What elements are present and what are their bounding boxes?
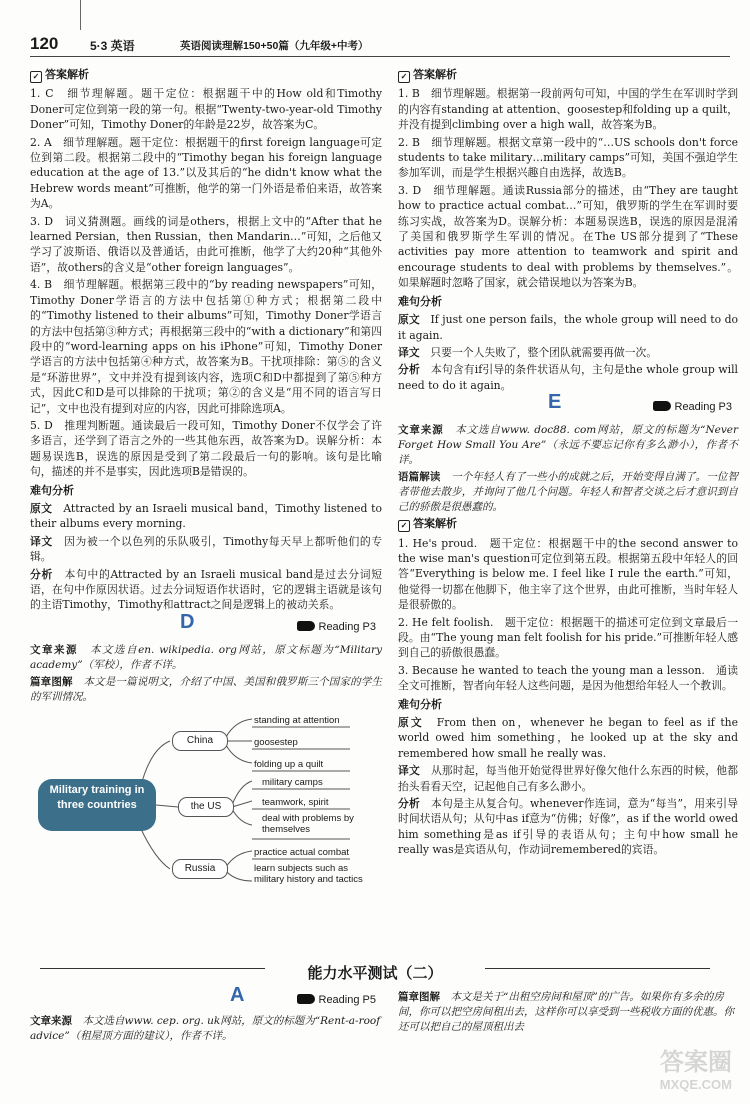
- watermark: 答案圈 MXQE.COM: [659, 1049, 732, 1092]
- us-item: deal with problems by themselves: [262, 812, 354, 835]
- reading-page-ref: Reading P3: [653, 400, 733, 415]
- original-sentence: 原文 If just one person fails，the whole group will need to do it again.: [398, 313, 738, 342]
- passage-d-banner: [30, 610, 382, 639]
- article-source: 文章来源 本文选自www. cep. org. uk网站，原文的标题为“Rent-a-roof advice”（租屋顶方面的建议），作者不详。: [30, 1015, 381, 1042]
- answer-item: 2. He felt foolish. 题干定位：根据题干的描述可定位到文章最后一段。由“The young man felt foolish for his pride.”可推断年轻人感到自己的骄傲很愚蠢。: [398, 615, 738, 660]
- analysis: 分析 本句中的Attracted by an Israeli musical band是过去分词短语，在句中作原因状语。过去分词短语作状语时，它的逻辑主语就是该句的主语Timothy，Timothy和attract之间是逻辑上的被动关系。: [30, 567, 383, 612]
- reading-page-ref: Reading P5: [297, 993, 377, 1008]
- passage-letter: A: [230, 984, 245, 1006]
- translation: 译文 因为被一个以色列的乐队吸引，Timothy每天早上都听他们的专辑。: [30, 534, 383, 564]
- page-number: 120: [30, 34, 59, 53]
- article-source: 文章来源 本文选自www. doc88. com网站，原文的标题为“Never Forget How Small You Are”（永远不要忘记你有多么渺小），作者不详。: [398, 424, 739, 467]
- article-source: 文章来源 本文选自en. wikipedia. org网站，原文标题为“Military academy”（军校），作者不详。: [30, 643, 383, 671]
- answer-item: 1. B 细节理解题。根据第一段前两句可知，中国的学生在军训时学到的内容有standing at attention、goosestep和folding up a quilt，并没有提到climbing over a high wall，故答案为B。: [398, 87, 738, 132]
- answer-icon: ✓: [398, 71, 410, 83]
- russia-item: practice actual combat: [254, 846, 350, 858]
- us-item: teamwork, spirit: [262, 796, 329, 808]
- answers-heading: ✓ 答案解析: [398, 68, 738, 83]
- article-structure: 篇章图解 本文是一篇说明文，介绍了中国、美国和俄罗斯三个国家的学生的军训情况。: [30, 675, 382, 703]
- passage-letter: E: [548, 391, 562, 414]
- node-russia: Russia: [172, 859, 228, 879]
- series-name: 5·3 英语: [90, 39, 135, 53]
- analysis: 分析 本句是主从复合句。whenever作连词，意为“每当”，用来引导时间状语从句；从句中as if意为“仿佛；好像”，as if the world owed him something是as if引导的表语从句；主句中how small he really was是宾语从句，作动词remembered的宾语。: [398, 797, 738, 857]
- answer-item: 1. C 细节理解题。题干定位：根据题干中的How old和Timothy Doner可定位到第一段的第一句。根据“Twenty-two-year-old Timothy Doner”可知，Timothy Doner的年龄是22岁，故答案为C。: [30, 87, 382, 132]
- pointing-hand-icon: [297, 994, 315, 1004]
- answer-item: 3. D 词义猜测题。画线的词是others，根据上文中的“After that he learned Persian，then Russian，then Mandarin…”可知，之后他又学习了波斯语、俄语以及普通话，由此可推断，他学了大约20种“其他外语”，故others的含义是“other foreign languages”。: [30, 214, 382, 274]
- russia-item: learn subjects such as military history and tactics: [254, 862, 363, 885]
- pointing-hand-icon: [653, 401, 671, 411]
- passage-letter: D: [180, 610, 195, 633]
- pointing-hand-icon: [297, 621, 315, 631]
- translation: 译文 从那时起，每当他开始觉得世界好像欠他什么东西的时候，他都抬头看看天空，记起他自己有多么渺小。: [398, 764, 739, 793]
- test2-left: [30, 984, 382, 1044]
- answer-item: 2. A 细节理解题。题干定位：根据题干的first foreign language可定位到第二段。根据第二段中的“Timothy began his foreign language education at the age of 13.”以及其后的“he didn't know what the Hebrew words meant”可推断，他学的第一门外语是希伯来语，故答案为A。: [30, 135, 382, 211]
- mind-map-root: Military training in three countries: [38, 779, 156, 831]
- page-header: [30, 34, 730, 57]
- reading-page-ref: Reading P3: [297, 620, 377, 635]
- passage-e-banner: [398, 391, 738, 419]
- test-title: 能力水平测试（二）: [307, 964, 443, 982]
- china-item: folding up a quilt: [254, 758, 324, 770]
- article-structure: 语篇解读 一个年轻人有了一些小的成就之后，开始变得自满了。一位智者带他去散步，并询问了他几个问题。年轻人和智者交谈之后才意识到自己的骄傲是很愚蠢的。: [398, 471, 739, 514]
- node-us: the US: [178, 797, 234, 817]
- original-sentence: 原文 From then on，whenever he began to feel as if the world owed him something，he looked up at the sky and remembered how small he really was.: [398, 716, 738, 760]
- hard-sentence-heading: 难句分析: [30, 484, 74, 497]
- test2-right: [398, 990, 738, 1035]
- node-china: China: [172, 731, 228, 751]
- article-structure: 篇章图解 本文是关于“出租空房间和屋顶”的广告。如果你有多余的房间，你可以把空房间租出去，这样你可以享受到一些税收方面的优惠。你还可以把自己的屋顶租出去: [398, 991, 734, 1033]
- answer-icon: ✓: [30, 71, 42, 83]
- answer-item: 2. B 细节理解题。根据文章第一段中的“…US schools don't force students to take military…military camps”可知，美国不强迫学生参加军训，而是学生根据兴趣自由选择，故选B。: [398, 135, 738, 180]
- china-item: standing at attention: [254, 714, 340, 726]
- answer-item: 5. D 推理判断题。通读最后一段可知，Timothy Doner不仅学会了许多语言，还学到了语言之外的一些其他东西，故答案为D。误解分析：本题易误选B，误选的原因是受到了第二段最后一句的影响。该句是比喻句，描述的并不是事实，因此选项B是错误的。: [30, 418, 382, 479]
- answer-item: 1. He's proud. 题干定位：根据题干中的the second answer to the wise man's question可定位到第五段。根据第五段中年轻人的回答“Everything is below me. I feel like I rule the earth.”可知，他觉得一切都在他脚下，他主宰了这个世界，由此可推断，当时年轻人是很骄傲的。: [398, 536, 738, 612]
- right-column: [398, 66, 738, 966]
- original-sentence: 原文 Attracted by an Israeli musical band，Timothy listened to their albums every morning.: [30, 501, 382, 531]
- answers-heading: ✓ 答案解析: [30, 68, 382, 83]
- us-item: military camps: [262, 776, 323, 788]
- hard-sentence-heading: 难句分析: [398, 698, 442, 711]
- answers-heading: ✓ 答案解析: [398, 517, 738, 532]
- hard-sentence-heading: 难句分析: [398, 295, 442, 308]
- answer-item: 4. B 细节理解题。根据第三段中的“by reading newspapers”可知，Timothy Doner学语言的方法中包括第①种方式；根据第二段中的“Timothy listened to their albums”可知，Timothy Doner学语言的方法中包括第③种方式；再根据第三段中的“with a dictionary”和第四段中的“word-learning apps on his iPhone”可知，Timothy Doner学语言的方法中包括第④种方式，故答案为B。干扰项排除：第⑤的含义是“环游世界”，文中并没有提到该内容，选项C和D中都提到了第⑤种方式，因此C和D是可以排除的干扰项；第②的含义是“用不同的语言写日记”，文中也没有提到对应的内容，因此可排除选项A。: [30, 278, 383, 415]
- book-title: 英语阅读理解150+50篇（九年级+中考）: [180, 40, 369, 52]
- answer-item: 3. Because he wanted to teach the young man a lesson. 通读全文可推断，智者向年轻人这些问题，是因为他想给年轻人一个教训。: [398, 663, 738, 693]
- mind-map: [30, 709, 370, 899]
- left-column: [30, 66, 382, 966]
- translation: 译文 只要一个人失败了，整个团队就需要再做一次。: [398, 345, 658, 359]
- answer-icon: ✓: [398, 520, 410, 532]
- china-item: goosestep: [254, 736, 298, 748]
- answer-item: 3. D 细节理解题。通读Russia部分的描述，由“They are taught how to practice actual combat…”可知，俄罗斯的学生在军训时要练习实战，故答案为D。误解分析：本题易误选B，误选的原因是混淆了美国和俄罗斯学生军训的情况。在The US部分提到了“These activities pay more attention to teamwork and spirit and encourage students to deal with problems by themselves.”。如果解题时忽略了国家，就会错误地以为答案为B。: [398, 183, 738, 290]
- margin-rule: [80, 0, 81, 30]
- analysis: 分析 本句含有if引导的条件状语从句，主句是the whole group will need to do it again。: [398, 363, 738, 392]
- passage-a-banner: [30, 984, 382, 1012]
